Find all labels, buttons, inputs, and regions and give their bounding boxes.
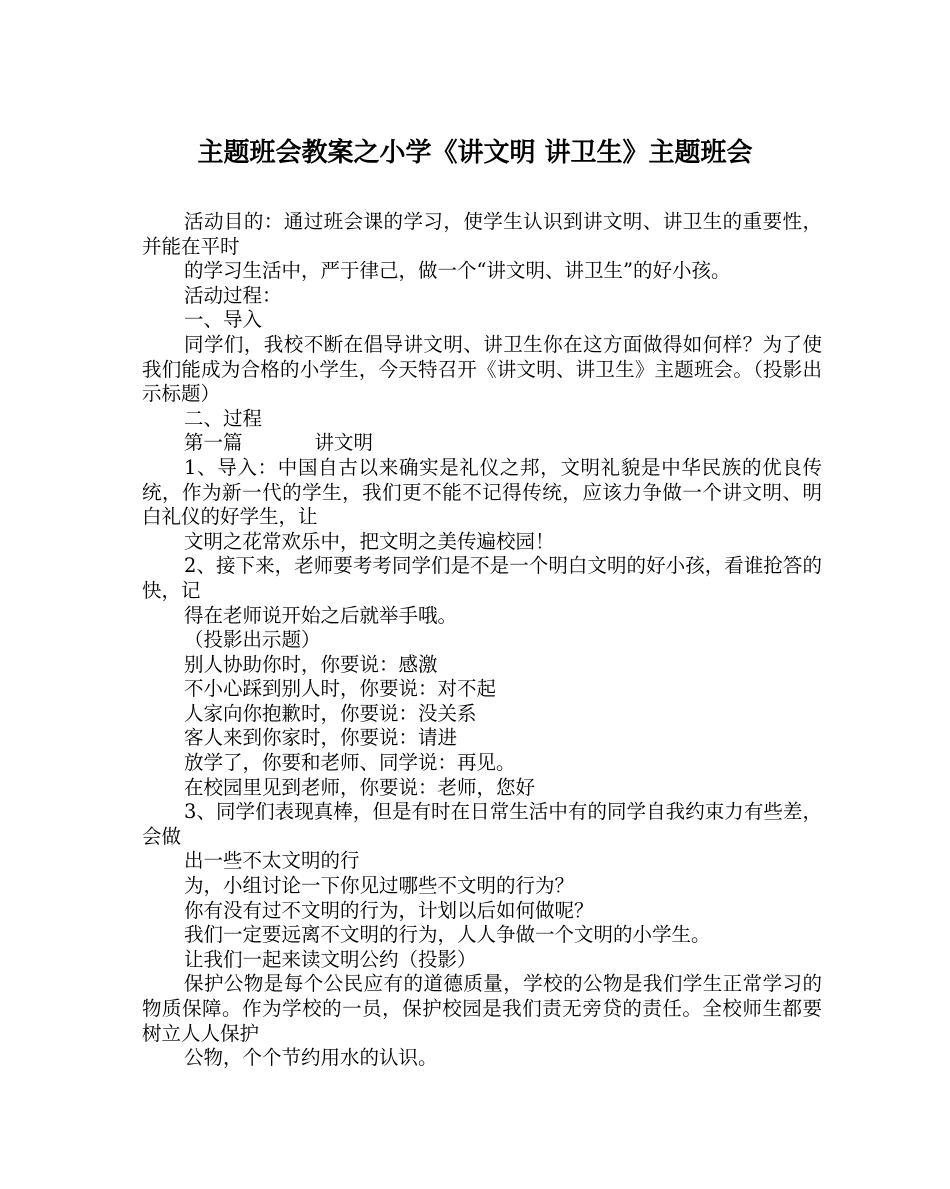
paragraph: 在校园里见到老师，你要说：老师，您好 bbox=[184, 775, 536, 799]
paragraph: 的学习生活中，严于律己，做一个“讲文明、讲卫生”的好小孩。 bbox=[184, 259, 731, 283]
paragraph: 让我们一起来读文明公约（投影） bbox=[184, 947, 477, 971]
paragraph: 保护公物是每个公民应有的道德质量，学校的公物是我们学生正常学习的物质保障。作为学校的一员，保护校园是我们责无旁贷的责任。全校师生都要树立人人保护 bbox=[142, 972, 822, 1045]
paragraph: 我们一定要远离不文明的行为，人人争做一个文明的小学生。 bbox=[184, 923, 711, 947]
paragraph: 你有没有过不文明的行为，计划以后如何做呢？ bbox=[184, 898, 594, 922]
paragraph: 别人协助你时，你要说：感激 bbox=[184, 652, 438, 676]
paragraph: 1、导入：中国自古以来确实是礼仪之邦，文明礼貌是中华民族的优良传统，作为新一代的学生，我们更不能不记得传统，应该力争做一个讲文明、明白礼仪的好学生，让 bbox=[142, 455, 822, 529]
paragraph: 公物，个个节约用水的认识。 bbox=[184, 1046, 438, 1070]
document-body bbox=[142, 210, 822, 1071]
section-heading bbox=[142, 431, 822, 456]
paragraph: 活动目的：通过班会课的学习，使学生认识到讲文明、讲卫生的重要性，并能在平时 bbox=[142, 210, 822, 258]
paragraph: 2、接下来，老师要考考同学们是不是一个明白文明的好小孩，看谁抢答的快，记 bbox=[142, 554, 822, 602]
paragraph: 3、同学们表现真棒，但是有时在日常生活中有的同学自我约束力有些差，会做 bbox=[142, 800, 822, 848]
paragraph: 人家向你抱歉时，你要说：没关系 bbox=[184, 701, 477, 725]
paragraph: 放学了，你要和老师、同学说：再见。 bbox=[184, 751, 516, 775]
page-title: 主题班会教案之小学《讲文明 讲卫生》主题班会 bbox=[197, 138, 753, 168]
paragraph: 一、导入 bbox=[184, 308, 263, 332]
section-heading-label: 第一篇 bbox=[184, 431, 243, 455]
paragraph: 客人来到你家时，你要说：请进 bbox=[184, 726, 458, 750]
paragraph: 同学们，我校不断在倡导讲文明、讲卫生你在这方面做得如何样？为了使我们能成为合格的小学生，今天特召开《讲文明、讲卫生》主题班会。（投影出示标题） bbox=[142, 332, 822, 406]
paragraph: 活动过程： bbox=[184, 283, 282, 307]
paragraph: 二、过程 bbox=[184, 406, 263, 430]
paragraph: （投影出示题） bbox=[184, 628, 321, 652]
paragraph: 为，小组讨论一下你见过哪些不文明的行为？ bbox=[184, 874, 575, 898]
paragraph: 文明之花常欢乐中，把文明之美传遍校园！ bbox=[184, 529, 555, 553]
section-heading-topic: 讲文明 bbox=[314, 431, 374, 455]
paragraph: 出一些不太文明的行 bbox=[184, 849, 360, 873]
paragraph: 得在老师说开始之后就举手哦。 bbox=[184, 603, 458, 627]
paragraph: 不小心踩到别人时，你要说：对不起 bbox=[184, 677, 497, 701]
